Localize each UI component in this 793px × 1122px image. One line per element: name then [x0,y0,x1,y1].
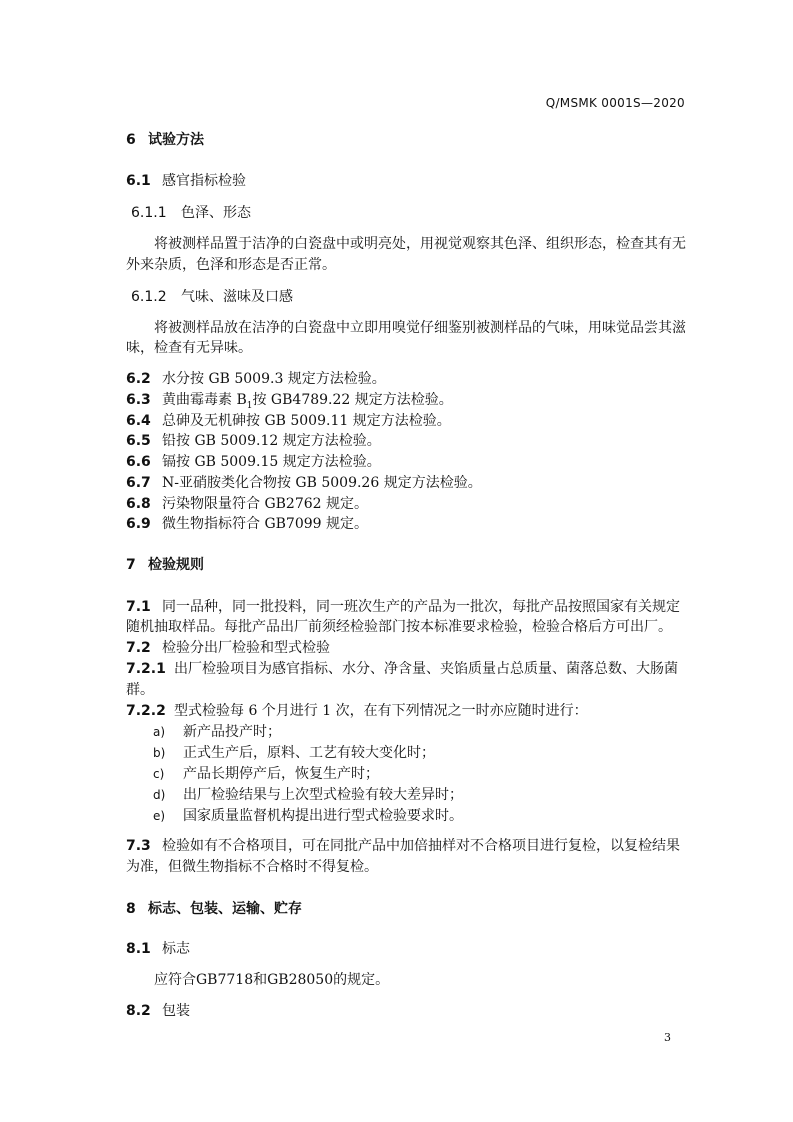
paragraph-line: 外来杂质，色泽和形态是否正常。 [126,257,336,273]
clause-6-1-1-heading [131,205,251,221]
clause-7-2-1 [126,661,678,677]
clause-text: 检验如有不合格项目，可在同批产品中加倍抽样对不合格项目进行复检，以复检结果 [162,838,680,854]
list-item-text: 正式生产后，原料、工艺有较大变化时； [183,745,435,761]
list-item [153,787,463,803]
section-8-heading [126,901,302,917]
clause-6-5 [126,433,381,449]
list-item-text: 国家质量监督机构提出进行型式检验要求时。 [183,808,463,824]
list-item-label: b) [153,746,166,760]
standard-code: Q/MSMK 0001S—2020 [545,96,685,110]
clause-title: 气味、滋味及口感 [181,289,293,305]
section-title: 检验规则 [148,557,204,573]
clause-number: 6.7 [126,475,151,491]
section-title: 试验方法 [148,132,204,148]
clause-text: 按 GB4789.22 规定方法检验。 [252,392,453,408]
clause-6-2 [126,371,386,387]
paragraph-line: 将被测样品放在洁净的白瓷盘中立即用嗅觉仔细鉴别被测样品的气味，用味觉品尝其滋 [154,320,686,336]
clause-title: 包装 [162,1003,190,1019]
clause-number: 6.5 [126,433,151,449]
clause-8-1-heading [126,941,190,957]
clause-title: 标志 [162,941,190,957]
clause-number: 6.8 [126,496,151,512]
clause-number: 6.1.1 [131,205,167,221]
clause-text: 同一品种，同一批投料，同一班次生产的产品为一批次，每批产品按照国家有关规定 [162,599,680,615]
list-item [153,766,379,782]
clause-text: 铅按 GB 5009.12 规定方法检验。 [162,433,381,449]
clause-number: 8.2 [126,1003,151,1019]
clause-number: 6.2 [126,371,151,387]
section-number: 8 [126,901,136,917]
clause-number: 6.3 [126,392,151,408]
clause-6-1-2-heading [131,289,293,305]
list-item [153,745,435,761]
clause-number: 6.1.2 [131,289,167,305]
paragraph-line: 为准，但微生物指标不合格时不得复检。 [126,859,378,875]
clause-text: 微生物指标符合 GB7099 规定。 [162,516,369,532]
clause-number: 7.2.2 [126,703,166,719]
clause-8-2-heading [126,1003,190,1019]
clause-number: 7.2.1 [126,661,166,677]
clause-6-4 [126,413,451,429]
clause-title: 色泽、形态 [181,205,251,221]
clause-number: 7.2 [126,640,151,656]
clause-text: 水分按 GB 5009.3 规定方法检验。 [162,371,386,387]
clause-text: 污染物限量符合 GB2762 规定。 [162,496,369,512]
clause-6-9 [126,516,368,532]
clause-7-3 [126,838,680,854]
clause-6-1-heading [126,173,246,189]
clause-number: 8.1 [126,941,151,957]
clause-6-7 [126,475,482,491]
clause-7-1 [126,599,680,615]
list-item-text: 新产品投产时； [183,724,281,740]
section-7-heading [126,557,204,573]
clause-7-2 [126,640,330,656]
clause-6-3 [126,392,453,414]
list-item [153,808,463,824]
paragraph-line: 味，检查有无异味。 [126,340,252,356]
section-6-heading [126,132,204,148]
clause-text: 总砷及无机砷按 GB 5009.11 规定方法检验。 [162,413,451,429]
list-item-label: c) [153,767,165,781]
clause-title: 感官指标检验 [162,173,246,189]
list-item-label: a) [153,725,166,739]
clause-text: 出厂检验项目为感官指标、水分、净含量、夹馅质量占总质量、菌落总数、大肠菌 [174,661,678,677]
clause-text: N-亚硝胺类化合物按 GB 5009.26 规定方法检验。 [162,475,482,491]
clause-text: 黄曲霉毒素 B [162,392,247,408]
paragraph-line: 将被测样品置于洁净的白瓷盘中或明亮处，用视觉观察其色泽、组织形态，检查其有无 [154,236,686,252]
paragraph-line: 群。 [126,682,154,698]
list-item-text: 产品长期停产后，恢复生产时； [183,766,379,782]
clause-6-6 [126,454,381,470]
clause-number: 7.1 [126,599,151,615]
list-item-text: 出厂检验结果与上次型式检验有较大差异时； [183,787,463,803]
clause-number: 6.9 [126,516,151,532]
paragraph-line: 应符合GB7718和GB28050的规定。 [154,972,390,988]
section-number: 6 [126,132,136,148]
clause-number: 7.3 [126,838,151,854]
clause-text: 检验分出厂检验和型式检验 [162,640,330,656]
clause-number: 6.1 [126,173,151,189]
list-item [153,724,281,740]
clause-number: 6.4 [126,413,151,429]
clause-number: 6.6 [126,454,151,470]
clause-7-2-2 [126,703,588,719]
list-item-label: e) [153,809,166,823]
subscript: 1 [246,400,253,411]
list-item-label: d) [153,788,166,802]
section-number: 7 [126,557,136,573]
clause-text: 镉按 GB 5009.15 规定方法检验。 [162,454,381,470]
paragraph-line: 随机抽取样品。每批产品出厂前须经检验部门按本标准要求检验，检验合格后方可出厂。 [126,619,672,635]
section-title: 标志、包装、运输、贮存 [148,901,302,917]
clause-text: 型式检验每 6 个月进行 1 次，在有下列情况之一时亦应随时进行： [174,703,588,719]
clause-6-8 [126,496,368,512]
page-number: 3 [664,1031,671,1044]
